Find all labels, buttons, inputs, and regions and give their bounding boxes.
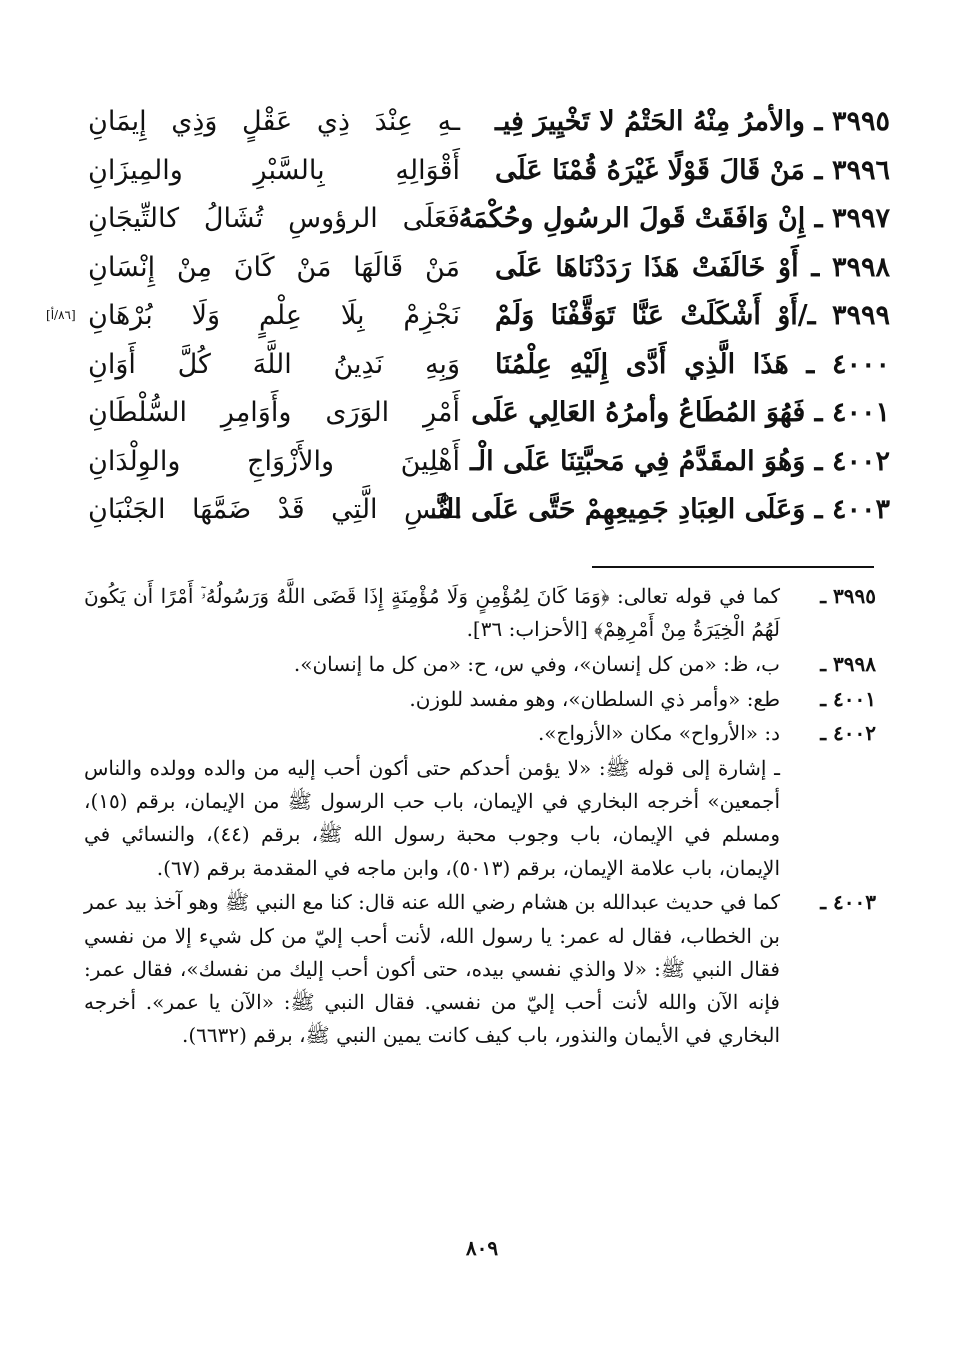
footnote <box>84 752 876 885</box>
verse-first-hemistich: ٣٩٩٦ ـ مَنْ قَالَ قَوْلًا غَيْرَهُ قُمْنَا عَلَى <box>495 154 890 186</box>
footnote-text: د: «الأرواح» مكان «الأزواج». <box>537 721 780 746</box>
verse-second-hemistich: وَبِهِ نَدِينُ اللَّهَ كُلَّ أَوَانِ <box>88 348 460 380</box>
verse-first-hemistich: ٤٠٠٠ ـ هَذَا الَّذِي أَدَّى إِلَيْهِ عِلْمُنَا <box>495 348 890 380</box>
footnote-separator <box>592 566 874 568</box>
verse-line <box>46 292 890 341</box>
manuscript-folio-marker: [٨٦/أ] <box>46 308 76 322</box>
footnote-number: ٣٩٩٨ ـ <box>820 651 876 676</box>
verse-line <box>60 341 890 390</box>
verse-first-hemistich: ٣٩٩٧ ـ إِنْ وَافَقَتْ قَولَ الرسُولِ وحُكْمَهُ <box>458 203 890 234</box>
poem-verses <box>46 98 890 535</box>
verse-line <box>60 486 890 535</box>
footnote <box>84 580 876 646</box>
footnote-number: ٤٠٠١ ـ <box>820 686 876 711</box>
verse-second-hemistich: نَجْزِمْ بِلَا عِلْمٍ وَلَا بُرْهَانِ <box>88 300 460 331</box>
verse-first-hemistich: ٣٩٩٨ ـ أَوْ خَالَفَتْ هَذَا رَدَدْنَاهَا عَلَى <box>495 251 890 283</box>
verse-first-hemistich: ٤٠٠٣ ـ وَعَلَى العِبَادِ جَمِيعِهِمْ حَتَّى عَلَى النَّـ <box>429 494 890 525</box>
footnotes <box>84 580 876 1054</box>
verse-first-hemistich: ٤٠٠٢ ـ وَهُوَ المقَدَّمُ فِي مَحبَّتِنَا عَلَى الْـ <box>470 445 890 477</box>
footnote-number: ٤٠٠٢ ـ <box>820 721 876 746</box>
footnote-text: كما في قوله تعالى: ﴿وَمَا كَانَ لِمُؤْمِنٍ وَلَا مُؤْمِنَةٍ إِذَا قَضَى اللَّهُ وَرَسُولُهُۥٓ أَمْرًا أَن يَكُونَ لَهُمُ الْخِيَرَةُ مِنْ أَمْرِهِمْ﴾ [الأحزاب: ٣٦]. <box>84 584 780 642</box>
verse-second-hemistich: ـفْسِ الَّتِي قَدْ ضَمَّهَا الجَنْبَانِ <box>88 494 460 525</box>
verse-second-hemistich: أَهْلِينَ والأَزْوَاجِ والوِلْدَانِ <box>88 445 460 477</box>
footnote <box>84 648 876 681</box>
footnote-number: ٣٩٩٥ ـ <box>820 584 876 608</box>
footnote-number: ٤٠٠٣ ـ <box>820 890 876 915</box>
verse-second-hemistich: أَمْرِ الوَرَى وأَوَامِرِ السُّلْطَانِ <box>88 397 460 428</box>
verse-first-hemistich: ٣٩٩٩ ـ/أَوْ أَشْكَلَتْ عَنَّا تَوَقَّفْنَا وَلَمْ <box>495 300 890 331</box>
footnote <box>84 683 876 716</box>
verse-first-hemistich: ٤٠٠١ ـ فَهُوَ المُطَاعُ وأمرُهُ العَالِي عَلَى <box>471 397 890 428</box>
verse-line <box>60 147 890 196</box>
verse-second-hemistich: مَنْ قَالَهَا مَنْ كَانَ مِنْ إِنْسَانِ <box>88 251 460 283</box>
footnote-text: طع: «وأمر ذي السلطان»، وهو مفسد للوزن. <box>409 686 780 711</box>
verse-line <box>60 389 890 438</box>
verse-line <box>60 195 890 244</box>
verse-second-hemistich: ـهِ عِنْدَ ذِي عَقْلٍ وَذِي إِيمَانِ <box>88 106 460 137</box>
page-number: ٨٠٩ <box>465 1236 499 1260</box>
footnote-text: كما في حديث عبدالله بن هشام رضي الله عنه قال: كنا مع النبي ﷺ وهو آخذ بيد عمر بن الخطاب، فقال له عمر: يا رسول الله، لأنت أحب إليّ من كل شيء إلا من نفسي فقال النبي ﷺ: «لا والذي نفسي بيده، حتى أكون أحب إليك من نفسك»، فقال عمر: فإنه الآن والله لأنت أحب إليّ من نفسي. فقال النبي ﷺ: «الآن يا عمر». أخرجه البخاري في الأيمان والنذور، باب كيف كانت يمين النبي ﷺ، برقم (٦٦٣٢). <box>84 890 780 1048</box>
footnote <box>84 886 876 1052</box>
verse-second-hemistich: فَعَلَى الرؤوسِ تُشَالُ كالتِّيجَانِ <box>88 203 460 234</box>
verse-line <box>60 438 890 487</box>
footnote-text: ـ إشارة إلى قوله ﷺ: «لا يؤمن أحدكم حتى أكون أحب إليه من والده وولده والناس أجمعين» أخرجه البخاري في الإيمان، باب حب الرسول ﷺ من الإيمان، برقم (١٥)، ومسلم في الإيمان، باب وجوب محبة رسول الله ﷺ، برقم (٤٤)، والنسائي في الإيمان، باب علامة الإيمان، برقم (٥٠١٣)، وابن ماجه في المقدمة برقم (٦٧). <box>84 756 780 880</box>
verse-first-hemistich: ٣٩٩٥ ـ والأمرُ مِنْهُ الحَتْمُ لا تَخْيِيرَ فِيـ <box>495 106 890 137</box>
verse-second-hemistich: أَقْوَالِهِ بِالسَّبْرِ والمِيزَانِ <box>88 154 460 186</box>
footnote <box>84 717 876 750</box>
verse-line <box>60 244 890 293</box>
footnote-text: ب، ظ: «من كل إنسان»، وفي س، ح: «من كل ما إنسان». <box>293 651 780 676</box>
verse-line <box>60 98 890 147</box>
